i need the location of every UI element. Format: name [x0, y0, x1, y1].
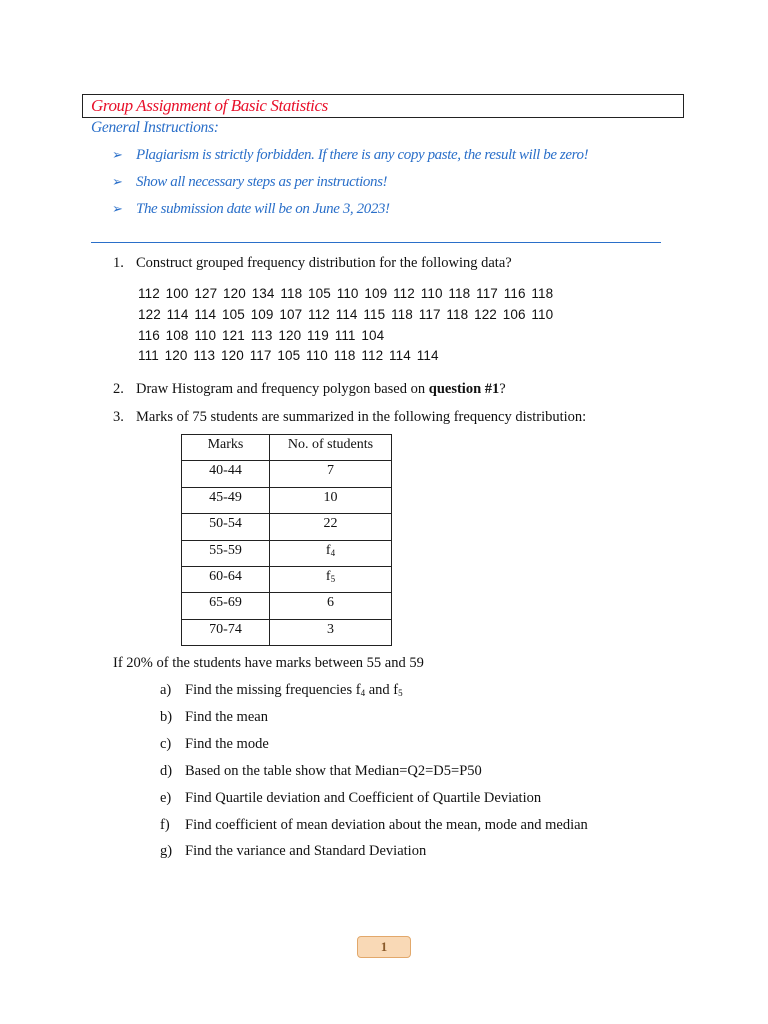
data-values: 111 120 113 120 117 105 110 118 112 114 114: [138, 348, 439, 363]
data-values: 112 100 127 120 134 118 105 110 109 112 110 118 117 116 118: [138, 286, 554, 301]
table-row: [182, 566, 392, 592]
subpart-letter: a): [160, 682, 172, 698]
subpart-c: [160, 736, 269, 753]
table-header-row: [182, 435, 392, 461]
marks-cell: 65-69: [182, 593, 270, 619]
subscript: 4: [360, 688, 366, 698]
instruction-item: [112, 174, 387, 191]
frequency-subscript: 5: [330, 573, 336, 584]
students-cell: [270, 540, 392, 566]
subpart-letter: d): [160, 763, 173, 779]
students-cell: 22: [270, 514, 392, 540]
instruction-text: Plagiarism is strictly forbidden. If there is any copy paste, the result will be zero!: [136, 147, 589, 163]
divider-line: [91, 242, 661, 243]
subpart-letter: b): [160, 709, 173, 725]
marks-cell: 45-49: [182, 487, 270, 513]
page-title: Group Assignment of Basic Statistics: [91, 96, 328, 115]
data-row: [138, 328, 384, 343]
data-values: 116 108 110 121 113 120 119 111 104: [138, 328, 385, 343]
header-marks: Marks: [182, 435, 270, 461]
marks-cell: 60-64: [182, 566, 270, 592]
marks-cell: 55-59: [182, 540, 270, 566]
table-row: [182, 540, 392, 566]
instruction-text: The submission date will be on June 3, 2023!: [136, 201, 390, 217]
arrow-bullet-icon: ➢: [112, 147, 123, 162]
frequency-symbol: f: [325, 568, 331, 584]
subpart-text: Find the missing frequencies f: [185, 682, 361, 698]
subpart-a: [160, 682, 403, 699]
subpart-f: [160, 817, 588, 834]
subpart-text: Find the variance and Standard Deviation: [185, 843, 427, 859]
subpart-b: [160, 709, 268, 726]
data-row: [138, 348, 439, 363]
question-text-end: ?: [499, 381, 506, 397]
marks-cell: 50-54: [182, 514, 270, 540]
subpart-d: [160, 763, 482, 780]
subscript: 5: [398, 688, 403, 698]
frequency-subscript: 4: [330, 547, 336, 558]
subpart-e: [160, 790, 541, 807]
subpart-text-mid: and f: [365, 682, 399, 698]
table-row: [182, 593, 392, 619]
page-number-badge: 1: [357, 936, 411, 958]
arrow-bullet-icon: ➢: [112, 201, 123, 216]
condition-text: If 20% of the students have marks between 55 and 59: [113, 655, 424, 671]
students-cell: 3: [270, 619, 392, 645]
subpart-text: Based on the table show that Median=Q2=D5=P50: [185, 763, 482, 779]
question-number: 2.: [113, 381, 124, 397]
header-students: No. of students: [270, 435, 392, 461]
question-3: [113, 409, 586, 426]
question-text: Marks of 75 students are summarized in the following frequency distribution:: [136, 409, 587, 425]
question-1: [113, 255, 512, 272]
instruction-text: Show all necessary steps as per instructions!: [136, 174, 388, 190]
table-row: [182, 461, 392, 487]
question-text: Construct grouped frequency distribution for the following data?: [136, 255, 512, 271]
title-box: [82, 94, 684, 118]
data-values: 122 114 114 105 109 107 112 114 115 118 117 118 122 106 110: [138, 307, 554, 322]
question-reference: question #1: [428, 381, 500, 397]
subpart-text: Find Quartile deviation and Coefficient of Quartile Deviation: [185, 790, 542, 806]
subpart-g: [160, 843, 426, 860]
subpart-letter: c): [160, 736, 172, 752]
question-number: 3.: [113, 409, 124, 425]
frequency-table: [181, 434, 392, 646]
instruction-item: [112, 201, 390, 218]
subpart-letter: g): [160, 843, 173, 859]
subpart-letter: e): [160, 790, 172, 806]
students-cell: [270, 566, 392, 592]
table-row: [182, 514, 392, 540]
table-row: [182, 487, 392, 513]
frequency-symbol: f: [325, 542, 331, 558]
marks-cell: 70-74: [182, 619, 270, 645]
students-cell: 6: [270, 593, 392, 619]
instructions-heading: General Instructions:: [91, 119, 219, 136]
table-row: [182, 619, 392, 645]
subpart-letter: f): [160, 817, 170, 833]
question-text: Draw Histogram and frequency polygon based on: [136, 381, 429, 397]
instruction-item: [112, 147, 588, 164]
arrow-bullet-icon: ➢: [112, 174, 123, 189]
subpart-text: Find coefficient of mean deviation about the mean, mode and median: [185, 817, 588, 833]
data-row: [138, 286, 553, 301]
students-cell: 7: [270, 461, 392, 487]
question-number: 1.: [113, 255, 124, 271]
subpart-text: Find the mode: [185, 736, 269, 752]
students-cell: 10: [270, 487, 392, 513]
marks-cell: 40-44: [182, 461, 270, 487]
subpart-text: Find the mean: [185, 709, 268, 725]
data-row: [138, 307, 553, 322]
question-2: [113, 381, 506, 398]
